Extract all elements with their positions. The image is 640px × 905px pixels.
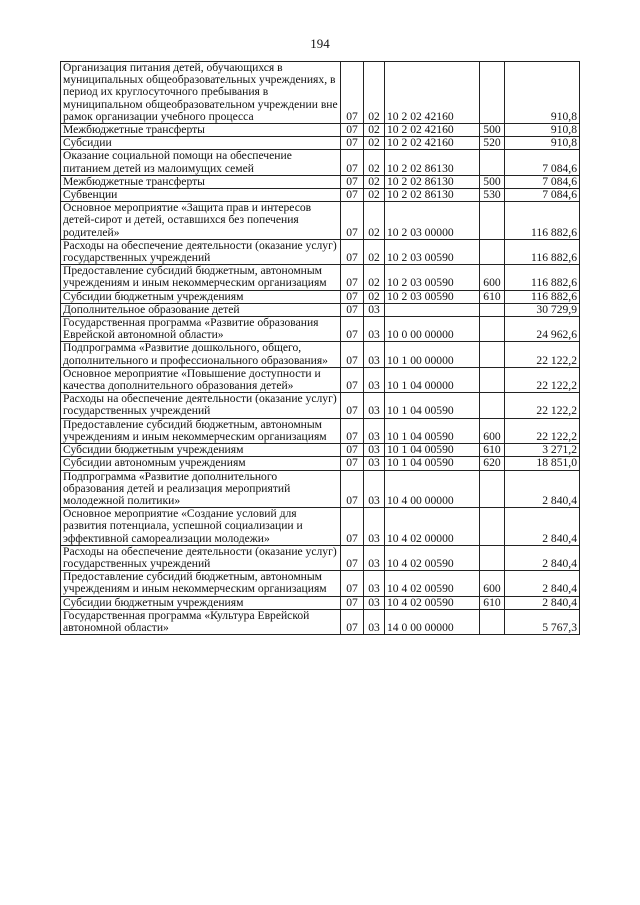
expense-name: Межбюджетные трансферты	[61, 175, 341, 188]
subsection-code: 03	[364, 571, 385, 596]
table-row	[61, 290, 580, 303]
subsection-code: 03	[364, 457, 385, 470]
subsection-code: 03	[364, 342, 385, 367]
expense-type-code	[480, 239, 505, 264]
table-row	[61, 393, 580, 418]
section-code: 07	[341, 418, 364, 443]
section-code: 07	[341, 470, 364, 508]
expense-name: Расходы на обеспечение деятельности (оказание услуг) государственных учреждений	[61, 545, 341, 570]
table-row	[61, 444, 580, 457]
section-code: 07	[341, 571, 364, 596]
expense-type-code	[480, 62, 505, 124]
subsection-code: 02	[364, 290, 385, 303]
amount: 116 882,6	[505, 202, 580, 240]
subsection-code: 03	[364, 444, 385, 457]
target-article-code: 10 0 00 00000	[385, 317, 480, 342]
amount: 18 851,0	[505, 457, 580, 470]
expense-type-code	[480, 317, 505, 342]
target-article-code: 10 2 03 00590	[385, 290, 480, 303]
table-row	[61, 239, 580, 264]
target-article-code: 10 2 02 86130	[385, 150, 480, 175]
table-row	[61, 124, 580, 137]
table-row	[61, 62, 580, 124]
section-code: 07	[341, 137, 364, 150]
expense-name: Дополнительное образование детей	[61, 303, 341, 316]
expense-type-code: 610	[480, 596, 505, 609]
expense-type-code: 600	[480, 265, 505, 290]
section-code: 07	[341, 508, 364, 546]
expense-name: Предоставление субсидий бюджетным, автономным учреждениям и иным некоммерческим организациям	[61, 571, 341, 596]
amount: 910,8	[505, 62, 580, 124]
section-code: 07	[341, 545, 364, 570]
table-row	[61, 470, 580, 508]
expense-name: Субвенции	[61, 189, 341, 202]
expense-type-code	[480, 545, 505, 570]
expense-name: Межбюджетные трансферты	[61, 124, 341, 137]
expense-type-code	[480, 150, 505, 175]
target-article-code: 10 2 03 00000	[385, 202, 480, 240]
amount: 116 882,6	[505, 290, 580, 303]
target-article-code: 10 1 04 00590	[385, 457, 480, 470]
target-article-code: 10 2 02 86130	[385, 189, 480, 202]
section-code: 07	[341, 444, 364, 457]
target-article-code: 10 1 04 00000	[385, 367, 480, 392]
target-article-code: 10 4 02 00590	[385, 571, 480, 596]
amount: 5 767,3	[505, 609, 580, 634]
expense-name: Расходы на обеспечение деятельности (оказание услуг) государственных учреждений	[61, 393, 341, 418]
table-row	[61, 342, 580, 367]
expense-type-code: 600	[480, 571, 505, 596]
target-article-code: 10 2 02 86130	[385, 175, 480, 188]
target-article-code: 10 2 02 42160	[385, 124, 480, 137]
expense-type-code	[480, 367, 505, 392]
amount: 7 084,6	[505, 189, 580, 202]
subsection-code: 02	[364, 137, 385, 150]
expense-name: Оказание социальной помощи на обеспечение питанием детей из малоимущих семей	[61, 150, 341, 175]
section-code: 07	[341, 342, 364, 367]
target-article-code: 10 4 02 00590	[385, 596, 480, 609]
page-number: 194	[310, 36, 330, 51]
expense-name: Субсидии бюджетным учреждениям	[61, 596, 341, 609]
target-article-code: 10 1 04 00590	[385, 444, 480, 457]
section-code: 07	[341, 189, 364, 202]
expense-type-code	[480, 470, 505, 508]
amount: 2 840,4	[505, 470, 580, 508]
target-article-code: 10 1 04 00590	[385, 418, 480, 443]
section-code: 07	[341, 367, 364, 392]
subsection-code: 03	[364, 470, 385, 508]
subsection-code: 02	[364, 150, 385, 175]
expense-name: Основное мероприятие «Защита прав и интересов детей-сирот и детей, оставшихся без попечения родителей»	[61, 202, 341, 240]
target-article-code: 10 2 02 42160	[385, 62, 480, 124]
section-code: 07	[341, 317, 364, 342]
amount: 7 084,6	[505, 175, 580, 188]
subsection-code: 03	[364, 545, 385, 570]
section-code: 07	[341, 150, 364, 175]
expense-name: Субсидии бюджетным учреждениям	[61, 444, 341, 457]
section-code: 07	[341, 62, 364, 124]
target-article-code: 14 0 00 00000	[385, 609, 480, 634]
amount: 910,8	[505, 124, 580, 137]
expense-type-code: 610	[480, 290, 505, 303]
expense-name: Подпрограмма «Развитие дошкольного, общего, дополнительного и профессионального образования»	[61, 342, 341, 367]
expense-name: Расходы на обеспечение деятельности (оказание услуг) государственных учреждений	[61, 239, 341, 264]
amount: 22 122,2	[505, 418, 580, 443]
amount: 30 729,9	[505, 303, 580, 316]
target-article-code: 10 1 00 00000	[385, 342, 480, 367]
section-code: 07	[341, 124, 364, 137]
target-article-code: 10 2 03 00590	[385, 239, 480, 264]
expense-name: Субсидии автономным учреждениям	[61, 457, 341, 470]
expense-type-code: 530	[480, 189, 505, 202]
expense-name: Предоставление субсидий бюджетным, автономным учреждениям и иным некоммерческим организациям	[61, 265, 341, 290]
amount: 910,8	[505, 137, 580, 150]
table-row	[61, 303, 580, 316]
expense-name: Основное мероприятие «Создание условий для развития потенциала, успешной социализации и эффективной самореализации молодежи»	[61, 508, 341, 546]
section-code: 07	[341, 457, 364, 470]
expense-name: Государственная программа «Культура Еврейской автономной области»	[61, 609, 341, 634]
subsection-code: 02	[364, 189, 385, 202]
table-row	[61, 150, 580, 175]
subsection-code: 02	[364, 124, 385, 137]
expense-type-code: 610	[480, 444, 505, 457]
expense-type-code	[480, 202, 505, 240]
expense-type-code	[480, 303, 505, 316]
table-row	[61, 367, 580, 392]
subsection-code: 02	[364, 202, 385, 240]
section-code: 07	[341, 290, 364, 303]
amount: 2 840,4	[505, 508, 580, 546]
expense-name: Основное мероприятие «Повышение доступности и качества дополнительного образования детей»	[61, 367, 341, 392]
table-row	[61, 265, 580, 290]
expense-type-code: 600	[480, 418, 505, 443]
amount: 3 271,2	[505, 444, 580, 457]
subsection-code: 03	[364, 393, 385, 418]
table-row	[61, 457, 580, 470]
expense-type-code: 500	[480, 124, 505, 137]
section-code: 07	[341, 609, 364, 634]
table-row	[61, 317, 580, 342]
target-article-code: 10 4 02 00590	[385, 545, 480, 570]
amount: 2 840,4	[505, 545, 580, 570]
target-article-code	[385, 303, 480, 316]
section-code: 07	[341, 202, 364, 240]
expense-type-code: 500	[480, 175, 505, 188]
table-row	[61, 137, 580, 150]
amount: 22 122,2	[505, 342, 580, 367]
target-article-code: 10 4 02 00000	[385, 508, 480, 546]
section-code: 07	[341, 393, 364, 418]
section-code: 07	[341, 175, 364, 188]
subsection-code: 03	[364, 418, 385, 443]
expense-name: Субсидии бюджетным учреждениям	[61, 290, 341, 303]
expense-type-code	[480, 393, 505, 418]
amount: 116 882,6	[505, 239, 580, 264]
subsection-code: 02	[364, 62, 385, 124]
expense-type-code: 520	[480, 137, 505, 150]
amount: 7 084,6	[505, 150, 580, 175]
section-code: 07	[341, 239, 364, 264]
subsection-code: 03	[364, 596, 385, 609]
table-row	[61, 596, 580, 609]
subsection-code: 03	[364, 303, 385, 316]
expense-name: Субсидии	[61, 137, 341, 150]
amount: 24 962,6	[505, 317, 580, 342]
amount: 2 840,4	[505, 596, 580, 609]
table-row	[61, 571, 580, 596]
amount: 116 882,6	[505, 265, 580, 290]
target-article-code: 10 4 00 00000	[385, 470, 480, 508]
amount: 22 122,2	[505, 393, 580, 418]
amount: 22 122,2	[505, 367, 580, 392]
table-row	[61, 202, 580, 240]
table-row	[61, 545, 580, 570]
subsection-code: 03	[364, 367, 385, 392]
amount: 2 840,4	[505, 571, 580, 596]
expense-name: Государственная программа «Развитие образования Еврейской автономной области»	[61, 317, 341, 342]
expense-type-code	[480, 508, 505, 546]
section-code: 07	[341, 596, 364, 609]
expense-type-code	[480, 609, 505, 634]
table-row	[61, 418, 580, 443]
table-row	[61, 508, 580, 546]
target-article-code: 10 2 02 42160	[385, 137, 480, 150]
subsection-code: 03	[364, 317, 385, 342]
expense-name: Организация питания детей, обучающихся в муниципальных общеобразовательных учреждениях, в период их круглосуточного пребывания в муниципальном общеобразовательном учреждении вне рамок организации учебного процесса	[61, 62, 341, 124]
subsection-code: 03	[364, 609, 385, 634]
expense-type-code	[480, 342, 505, 367]
table-row	[61, 175, 580, 188]
subsection-code: 03	[364, 508, 385, 546]
target-article-code: 10 1 04 00590	[385, 393, 480, 418]
table-row	[61, 609, 580, 634]
section-code: 07	[341, 265, 364, 290]
budget-table	[60, 61, 580, 635]
expense-type-code: 620	[480, 457, 505, 470]
expense-name: Подпрограмма «Развитие дополнительного образования детей и реализация мероприятий молодежной политики»	[61, 470, 341, 508]
target-article-code: 10 2 03 00590	[385, 265, 480, 290]
expense-name: Предоставление субсидий бюджетным, автономным учреждениям и иным некоммерческим организациям	[61, 418, 341, 443]
subsection-code: 02	[364, 175, 385, 188]
table-row	[61, 189, 580, 202]
subsection-code: 02	[364, 265, 385, 290]
subsection-code: 02	[364, 239, 385, 264]
section-code: 07	[341, 303, 364, 316]
